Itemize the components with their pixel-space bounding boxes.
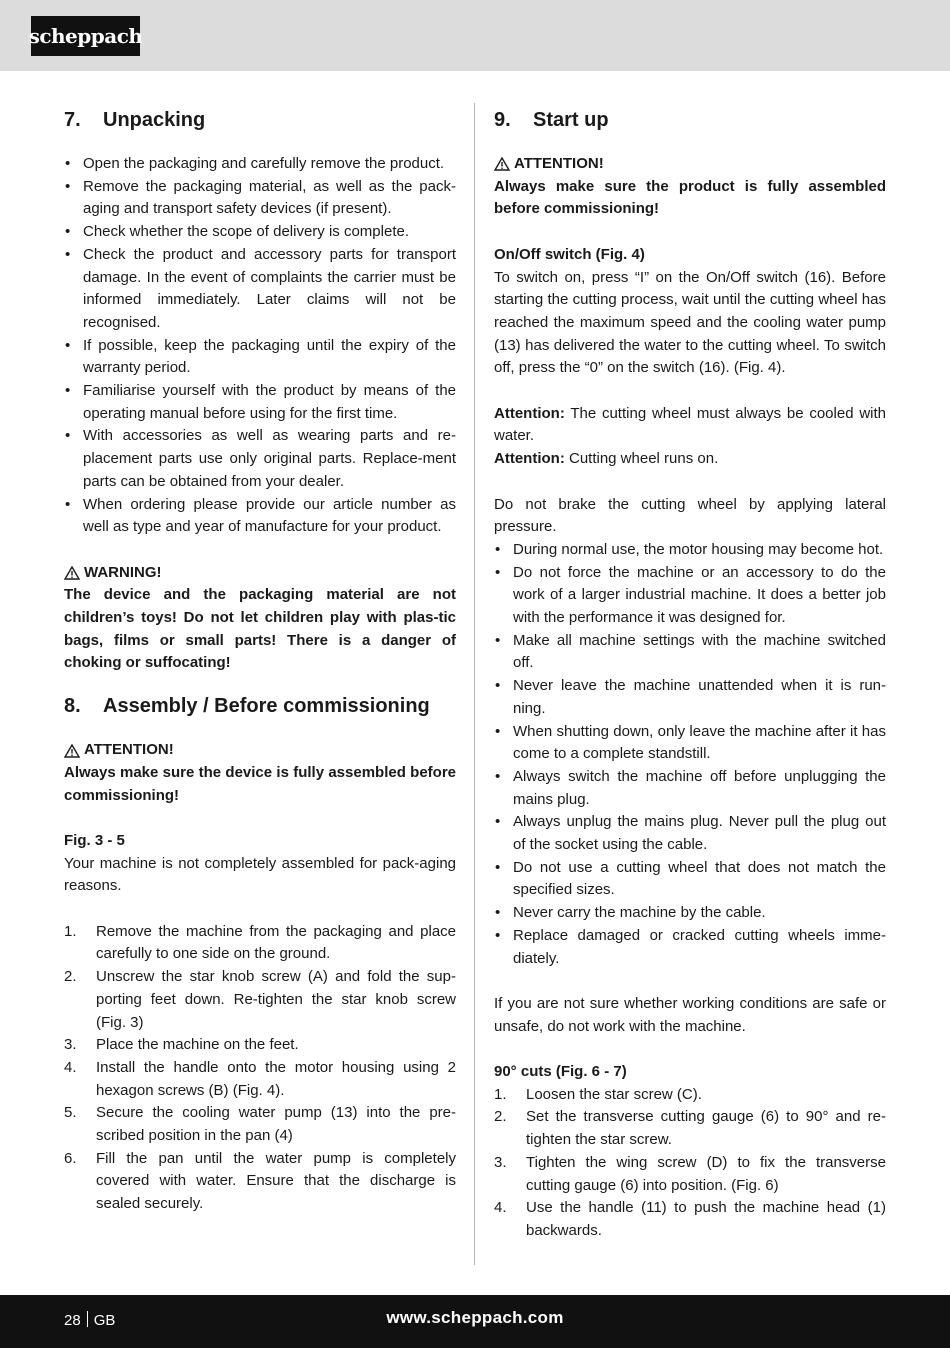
list-item: 2. Unscrew the star knob screw (A) and fold the sup-porting feet down. Re-tighten the star knob screw (Fig. 3): [64, 968, 456, 1031]
list-item: • Remove the packaging material, as well as the pack-aging and transport safety devices (if present).: [64, 176, 456, 221]
list-item: • During normal use, the motor housing may become hot.: [494, 539, 886, 562]
switch-heading: On/Off switch (Fig. 4): [494, 245, 645, 263]
figure-label: Fig. 3 - 5: [64, 831, 125, 849]
cuts-heading: 90° cuts (Fig. 6 - 7): [494, 1063, 627, 1081]
warning-triangle-icon: [64, 566, 80, 580]
list-item: • With accessories as well as wearing parts and re-placement parts use only original parts. Replace-ment parts can be obtained from your dealer.: [64, 425, 456, 493]
website-url: www.scheppach.com: [386, 1308, 564, 1327]
list-item: 5. Secure the cooling water pump (13) into the pre-scribed position in the pan (4): [64, 1104, 456, 1145]
list-item: • Always switch the machine off before unplugging the mains plug.: [494, 766, 886, 811]
list-item: • If possible, keep the packaging until the expiry of the warranty period.: [64, 335, 456, 380]
page-footer: [0, 1295, 950, 1348]
section-heading-startup: 9. Start up: [494, 109, 609, 131]
attention-text: Always make sure the device is fully assembled before commissioning!: [64, 763, 456, 804]
list-item: 1. Loosen the star screw (C).: [494, 1085, 702, 1103]
attention-note-runs-on: Attention: Cutting wheel runs on.: [494, 450, 719, 468]
list-item: 1. Remove the machine from the packaging and place carefully to one side on the ground.: [64, 922, 456, 963]
list-item: • Do not force the machine or an accessory to do the work of a larger industrial machine. It does a better job with the performance it was designed for.: [494, 562, 886, 630]
list-item: • Never leave the machine unattended when it is run-ning.: [494, 675, 886, 720]
list-item: • Replace damaged or cracked cutting wheels imme-diately.: [494, 925, 886, 970]
assembly-intro: Your machine is not completely assembled for pack-aging reasons.: [64, 854, 456, 895]
assembly-steps: [64, 921, 456, 1216]
page-header: [0, 0, 950, 71]
section-heading-unpacking: 7. Unpacking: [64, 109, 206, 131]
section-heading-assembly: 8. Assembly / Before commissioning: [64, 695, 430, 718]
list-item: 4. Install the handle onto the motor housing using 2 hexagon screws (B) (Fig. 4).: [64, 1058, 456, 1099]
list-item: • Familiarise yourself with the product by means of the operating manual before using for the first time.: [64, 380, 456, 425]
warning-text: The device and the packaging material are not children’s toys! Do not let children play with plas-tic bags, films or small parts! There is a danger of choking or suffocating!: [64, 586, 456, 672]
brand-logo: scheppach: [31, 16, 140, 56]
list-item: • When ordering please provide our article number as well as type and year of manufacture for your product.: [64, 494, 456, 539]
list-item: • Check the product and accessory parts for transport damage. In the event of complaints the carrier must be informed immediately. Later claims will not be recognised.: [64, 244, 456, 335]
unpacking-list: [64, 153, 456, 539]
switch-text: To switch on, press “I” on the On/Off switch (16). Before starting the cutting process, wait until the cutting wheel has reached the maximum speed and the cooling water pump (13) has delivered the water to the cutting wheel. To switch off, press the “0” on the switch (16). (Fig. 4).: [494, 268, 886, 377]
brake-text: Do not brake the cutting wheel by applying lateral pressure.: [494, 495, 886, 536]
list-item: • Check whether the scope of delivery is complete.: [64, 221, 456, 244]
list-item: • Open the packaging and carefully remove the product.: [64, 153, 456, 176]
warning-heading: WARNING!: [64, 562, 456, 585]
attention-note-cooling: Attention: The cutting wheel must always be cooled with water.: [494, 404, 886, 445]
attention-heading: ATTENTION!: [494, 153, 886, 176]
warning-triangle-icon: [494, 157, 510, 171]
list-item: 6. Fill the pan until the water pump is completely covered with water. Ensure that the discharge is sealed securely.: [64, 1149, 456, 1213]
list-item: • When shutting down, only leave the machine after it has come to a complete standstill.: [494, 721, 886, 766]
list-item: 4. Use the handle (11) to push the machine head (1) backwards.: [494, 1199, 886, 1239]
list-item: • Never carry the machine by the cable.: [494, 902, 886, 925]
page-number: 28 GB: [64, 1312, 116, 1329]
right-column: [494, 100, 886, 1243]
left-column: [64, 100, 456, 1216]
list-item: • Make all machine settings with the machine switched off.: [494, 630, 886, 675]
unsafe-conditions-text: If you are not sure whether working conditions are safe or unsafe, do not work with the machine.: [494, 994, 886, 1035]
safety-list: [494, 539, 886, 970]
warning-triangle-icon: [64, 744, 80, 758]
attention-heading: ATTENTION!: [64, 739, 456, 762]
list-item: • Do not use a cutting wheel that does not match the specified sizes.: [494, 857, 886, 902]
list-item: 3. Place the machine on the feet.: [64, 1036, 299, 1054]
list-item: 3. Tighten the wing screw (D) to fix the transverse cutting gauge (6) into position. (Fig. 6): [494, 1153, 886, 1194]
column-divider: [474, 103, 475, 1265]
cuts-steps: [494, 1084, 886, 1243]
list-item: 2. Set the transverse cutting gauge (6) to 90° and re-tighten the star screw.: [494, 1108, 886, 1149]
list-item: • Always unplug the mains plug. Never pull the plug out of the socket using the cable.: [494, 811, 886, 856]
attention-text: Always make sure the product is fully assembled before commissioning!: [494, 177, 886, 218]
